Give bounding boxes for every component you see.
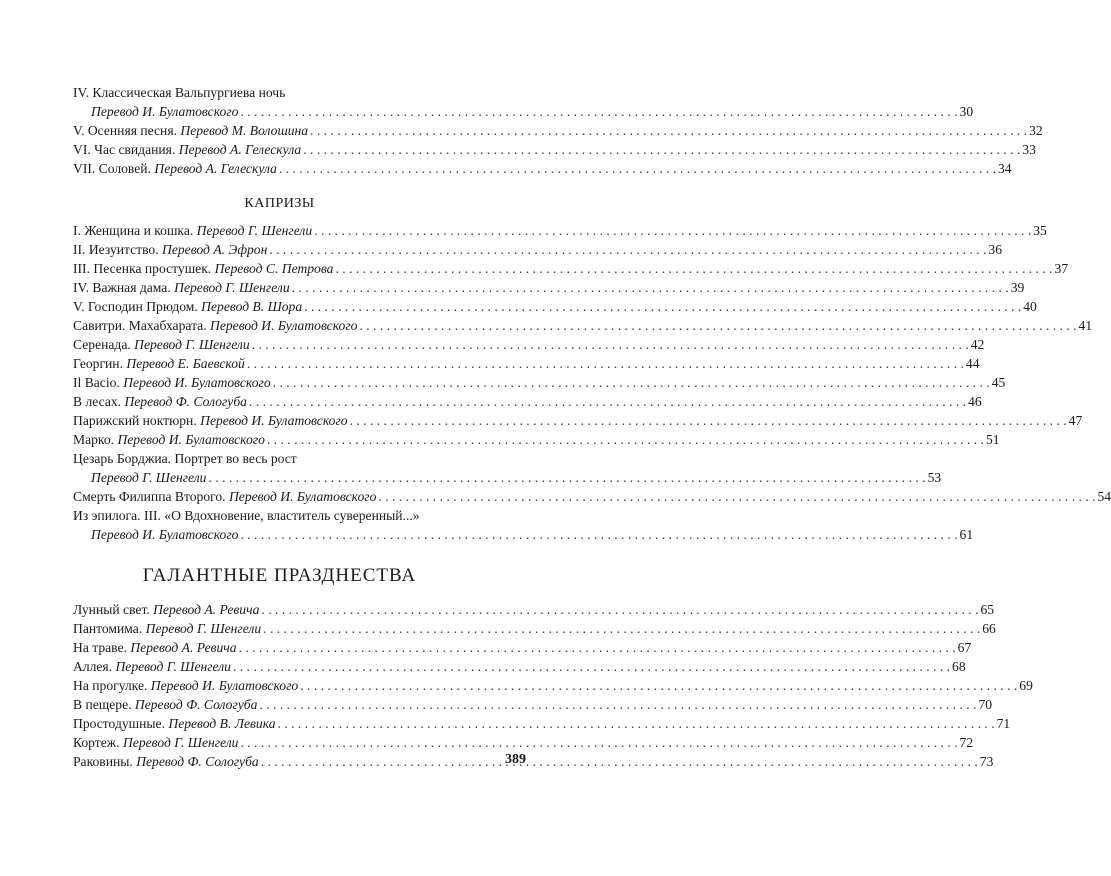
toc-entry-title: Лунный свет. [73, 602, 154, 617]
toc-entry-translator: Перевод Ф. Сологуба [124, 394, 247, 409]
toc-entry-translator: Перевод В. Левика [168, 716, 276, 731]
toc-entry-translator: Перевод А. Гелескула [154, 161, 277, 176]
toc-entry-translator: Перевод И. Булатовского [123, 375, 271, 390]
toc-entry-page: 51 [985, 432, 1000, 447]
toc-entry-translator: Перевод Г. Шенгели [134, 337, 250, 352]
toc-entry [73, 316, 1093, 335]
toc-entry [73, 657, 966, 676]
toc-entry-page: 70 [978, 697, 993, 712]
toc-entry-translator: Перевод Е. Баевской [126, 356, 245, 371]
toc-leader-dots [292, 278, 1009, 297]
toc-entry-page: 35 [1033, 223, 1047, 238]
toc-leader-dots [378, 487, 1095, 506]
toc-entry-translator: Перевод В. Шора [201, 299, 303, 314]
toc-entry [73, 411, 1083, 430]
toc-entry-title: В лесах. [73, 394, 125, 409]
toc-entry-page: 73 [979, 754, 994, 769]
toc-entry-title: Кортеж. [73, 735, 123, 750]
toc-entry [73, 373, 1006, 392]
toc-entry-translator: Перевод А. Гелескула [178, 142, 302, 157]
toc-leader-dots [261, 752, 978, 771]
toc-entry [73, 354, 980, 373]
toc-entry-page: 67 [957, 640, 972, 655]
toc-entry [73, 619, 996, 638]
toc-entry-title: Смерть Филиппа Второго. [73, 489, 229, 504]
toc-caprices-list [73, 221, 1093, 449]
section-title-galant: ГАЛАНТНЫЕ ПРАЗДНЕСТВА [142, 565, 417, 586]
toc-leader-dots [300, 676, 1017, 695]
toc-entry-translator: Перевод И. Булатовского [91, 104, 239, 119]
toc-entry [73, 140, 1036, 159]
toc-entry-translator: Перевод Ф. Сологуба [136, 754, 259, 769]
toc-entry-title: Простодушные. [73, 716, 169, 731]
toc-entry-title: В пещере. [73, 697, 135, 712]
toc-entry [73, 714, 1011, 733]
toc-entry-translator: Перевод Г. Шенгели [122, 735, 239, 750]
toc-entry-title: Георгин. [73, 356, 127, 371]
toc-entry-title: Цезарь Борджиа. Портрет во весь рост [73, 451, 297, 466]
toc-entry-page: 33 [1022, 142, 1036, 157]
toc-leader-dots [267, 430, 984, 449]
toc-entry [73, 733, 974, 752]
toc-leader-dots [263, 619, 980, 638]
toc-leader-dots [278, 714, 995, 733]
toc-entry [73, 278, 1025, 297]
toc-entry-page: 36 [988, 242, 1002, 257]
toc-entry-page: 53 [927, 470, 942, 485]
toc-entry-title: Il Bacio. [73, 375, 124, 390]
toc-entry [73, 240, 1002, 259]
toc-entry-title: Парижский ноктюрн. [73, 413, 201, 428]
toc-leader-dots [252, 335, 969, 354]
toc-entry-page: 40 [1023, 299, 1037, 314]
page-number: 389 [505, 752, 526, 767]
toc-entry-translator: Перевод М. Волошина [180, 123, 309, 138]
toc-entry-title: На прогулке. [73, 678, 151, 693]
toc-leader-dots [240, 525, 957, 544]
toc-entry-page: 69 [1019, 678, 1033, 693]
toc-entry-translator: Перевод Г. Шенгели [196, 223, 313, 238]
toc-leader-dots [269, 240, 986, 259]
toc-entry [73, 695, 993, 714]
toc-leader-dots [240, 733, 957, 752]
toc-entry [73, 121, 1043, 140]
toc-leader-dots [335, 259, 1052, 278]
toc-entry-page: 54 [1097, 489, 1111, 504]
toc-entry-title: V. Господин Прюдом. [73, 299, 202, 314]
toc-entry [73, 600, 995, 619]
toc-entry-translator: Перевод И. Булатовского [117, 432, 265, 447]
toc-leader-dots [233, 657, 950, 676]
toc-entry [73, 259, 1069, 278]
toc-entry-translator: Перевод Ф. Сологуба [134, 697, 258, 712]
toc-entry-translator: Перевод А. Ревича [153, 602, 260, 617]
toc-entry-translator: Перевод И. Булатовского [150, 678, 299, 693]
toc-leader-dots [273, 373, 990, 392]
toc-leader-dots [240, 102, 957, 121]
toc-entry-title: IV. Важная дама. [73, 280, 175, 295]
toc-entry-title: IV. Классическая Вальпургиева ночь [73, 85, 286, 100]
toc-entry-page: 32 [1029, 123, 1043, 138]
toc-entry-title: Раковины. [73, 754, 137, 769]
toc-entry-title: Серенада. [73, 337, 135, 352]
toc-entry-translator: Перевод А. Ревича [130, 640, 237, 655]
toc-entry-title: Из эпилога. III. «О Вдохновение, властитель суверенный...» [73, 508, 420, 523]
toc-entry-page: 66 [982, 621, 996, 636]
toc-entry-page: 41 [1078, 318, 1093, 333]
toc-leader-dots [310, 121, 1027, 140]
toc-entry-page: 72 [959, 735, 974, 750]
toc-entry-title: Пантомима. [73, 621, 146, 636]
toc-entry-page: 65 [980, 602, 995, 617]
toc-leader-dots [261, 600, 978, 619]
toc-entry-title: Савитри. Махабхарата. [73, 318, 211, 333]
toc-entry [73, 487, 1111, 506]
toc-leader-dots [314, 221, 1031, 240]
toc-entry [73, 83, 974, 121]
toc-entry [73, 449, 942, 487]
toc-leader-dots [304, 297, 1021, 316]
toc-entry-translator: Перевод И. Булатовского [228, 489, 377, 504]
toc-entry [73, 392, 982, 411]
toc-entry [73, 221, 1047, 240]
toc-leader-dots [247, 354, 964, 373]
toc-entry-title: Аллея. [73, 659, 116, 674]
toc-entry-translator: Перевод Г. Шенгели [115, 659, 231, 674]
toc-leader-dots [303, 140, 1020, 159]
toc-entry-page: 34 [997, 161, 1012, 176]
toc-entry-page: 45 [991, 375, 1006, 390]
toc-leader-dots [208, 468, 925, 487]
toc-entry-translator: Перевод Г. Шенгели [91, 470, 207, 485]
toc-entry [73, 676, 1033, 695]
toc-entry-page: 68 [952, 659, 966, 674]
section-title-caprices: КАПРИЗЫ [244, 196, 315, 211]
toc-entry-page: 44 [965, 356, 980, 371]
toc-entry [73, 297, 1037, 316]
toc-leader-dots [239, 638, 956, 657]
toc-entry-translator: Перевод А. Эфрон [162, 242, 268, 257]
toc-entry [73, 506, 974, 544]
toc-entry [73, 430, 1000, 449]
toc-entry-page: 37 [1054, 261, 1069, 276]
toc-entry-title: На траве. [73, 640, 131, 655]
toc-leader-dots [359, 316, 1076, 335]
toc-entry [73, 335, 985, 354]
toc-entry-page: 46 [968, 394, 982, 409]
toc-leader-dots [249, 392, 966, 411]
toc-entry-translator: Перевод Г. Шенгели [145, 621, 262, 636]
toc-entry-title: I. Женщина и кошка. [73, 223, 197, 238]
toc-entry-translator: Перевод С. Петрова [214, 261, 334, 276]
toc-leader-dots [259, 695, 976, 714]
toc-entry-translator: Перевод И. Булатовского [200, 413, 348, 428]
toc-entry-page: 61 [959, 527, 974, 542]
toc-block-top [73, 83, 1111, 544]
toc-entry-page: 71 [996, 716, 1011, 731]
toc-entry-translator: Перевод И. Булатовского [91, 527, 239, 542]
toc-entry-page: 47 [1068, 413, 1083, 428]
toc-entry-title: VII. Соловей. [73, 161, 155, 176]
toc-entry-translator: Перевод Г. Шенгели [174, 280, 290, 295]
toc-entry-page: 30 [959, 104, 974, 119]
toc-leader-dots [279, 159, 996, 178]
toc-entry-title: V. Осенняя песня. [73, 123, 181, 138]
toc-entry [73, 638, 972, 657]
toc-entry [73, 159, 1012, 178]
toc-leader-dots [350, 411, 1067, 430]
toc-entry-title: III. Песенка простушек. [73, 261, 215, 276]
toc-entry-title: Марко. [73, 432, 118, 447]
toc-entry-translator: Перевод И. Булатовского [210, 318, 358, 333]
toc-entry-page: 42 [970, 337, 985, 352]
toc-entry-page: 39 [1010, 280, 1025, 295]
toc-entry-title: VI. Час свидания. [73, 142, 179, 157]
toc-entry-title: II. Иезуитство. [73, 242, 163, 257]
